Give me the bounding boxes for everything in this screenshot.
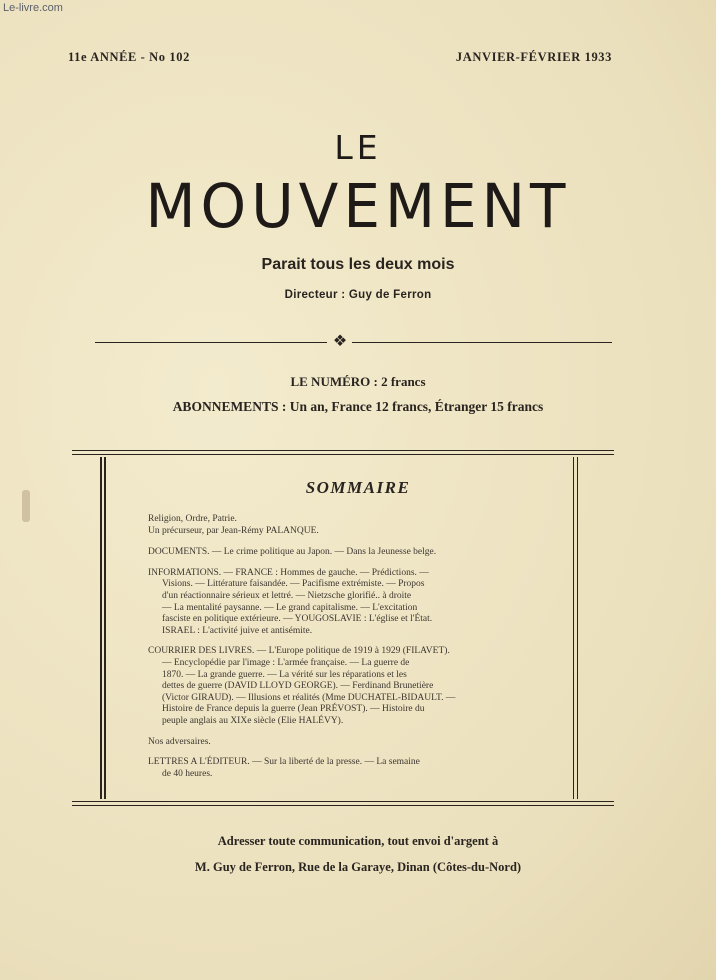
watermark-text: Le-livre.com <box>3 2 63 14</box>
toc-line: de 40 heures. <box>162 768 213 779</box>
frame-rule-top-outer <box>72 450 614 451</box>
toc-line: — Encyclopédie par l'image : L'armée française. — La guerre de <box>162 657 410 668</box>
price-numero: LE NUMÉRO : 2 francs <box>290 374 426 389</box>
toc-line: d'un réactionnaire sérieux et lettré. — Nietzsche glorifié.. à droite <box>162 590 412 601</box>
toc-line: Un précurseur, par Jean-Rémy PALANQUE. <box>148 525 319 536</box>
toc-line: DOCUMENTS. — Le crime politique au Japon. — Dans la Jeunesse belge. <box>148 547 437 558</box>
frame-rule-right <box>577 457 579 799</box>
sommaire-title: SOMMAIRE <box>305 478 411 497</box>
toc-line: COURRIER DES LIVRES. — L'Europe politique de 1919 à 1929 (FILAVET). <box>148 646 450 657</box>
ornament-rule-right <box>352 342 612 343</box>
masthead-title: MOUVEMENT <box>145 170 571 242</box>
toc-line: Religion, Ordre, Patrie. <box>148 514 237 524</box>
toc-line: ISRAEL : L'activité juive et antisémite. <box>162 625 313 636</box>
issue-number: 11e ANNÉE - No 102 <box>68 50 190 64</box>
toc-line: dettes de guerre (DAVID LLOYD GEORGE). — Ferdinand Brunetière <box>162 681 434 692</box>
toc-line: Nos adversaires. <box>148 736 211 747</box>
footer-line-2: M. Guy de Ferron, Rue de la Garaye, Dinan (Côtes-du-Nord) <box>194 860 522 874</box>
toc-line: — La mentalité paysanne. — Le grand capitalisme. — L'excitation <box>162 602 418 613</box>
frame-rule-left-2 <box>104 457 106 799</box>
footer-line-1: Adresser toute communication, tout envoi d'argent à <box>217 834 499 848</box>
toc-line: Histoire de France depuis la guerre (Jean PRÉVOST). — Histoire du <box>162 704 425 715</box>
masthead-le: LE <box>334 128 382 167</box>
frame-rule-right-2 <box>573 457 575 799</box>
ornament-rule-left <box>95 342 327 343</box>
toc-line: (Victor GIRAUD). — Illusions et réalités (Mme DUCHATEL-BIDAULT. — <box>162 692 456 703</box>
toc-line: 1870. — La grande guerre. — La vérité sur les réparations et les <box>162 669 407 680</box>
toc-line: fasciste en politique extérieure. — YOUGOSLAVIE : L'église et l'État. <box>162 614 433 625</box>
frame-rule-bottom-inner <box>72 801 614 802</box>
price-abonnements: ABONNEMENTS : Un an, France 12 francs, Étranger 15 francs <box>172 399 544 414</box>
frame-rule-bottom-outer <box>72 805 614 806</box>
frame-rule-top-inner <box>72 454 614 455</box>
toc-line: INFORMATIONS. — FRANCE : Hommes de gauche. — Prédictions. — <box>148 567 429 578</box>
toc-line: LETTRES A L'ÉDITEUR. — Sur la liberté de la presse. — La semaine <box>148 757 420 768</box>
tagline: Parait tous les deux mois <box>261 256 455 273</box>
fleuron-icon: ❖ <box>332 333 348 350</box>
toc-line: Visions. — Littérature faisandée. — Pacifisme extrémiste. — Propos <box>162 579 425 590</box>
toc-line: peuple anglais au XIXe siècle (Elie HALÉVY). <box>162 715 344 726</box>
issue-date: JANVIER-FÉVRIER 1933 <box>455 50 612 64</box>
director-line: Directeur : Guy de Ferron <box>284 289 432 301</box>
sommaire-entries <box>148 514 540 780</box>
frame-rule-left <box>100 457 102 799</box>
